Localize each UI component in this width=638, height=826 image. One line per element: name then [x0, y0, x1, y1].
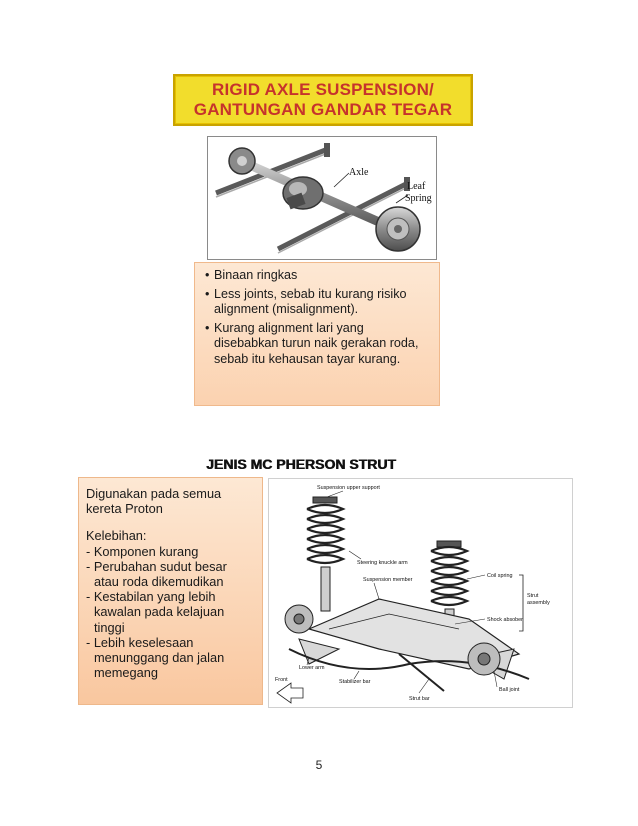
strut-line-11: menunggang dan jalan — [94, 650, 225, 666]
strut-line-7: - Kestabilan yang lebih — [86, 589, 216, 605]
point-3 — [205, 321, 431, 368]
label-coil-spring: Coil spring — [487, 573, 513, 579]
strut-line-1: Digunakan pada semua — [86, 486, 222, 501]
strut-line-4: - Komponen kurang — [86, 543, 199, 559]
label-lower-arm: Lower arm — [299, 665, 325, 671]
bullet-dot: • — [205, 320, 210, 335]
spring-label: Spring — [405, 193, 432, 204]
label-member: Suspension member — [363, 577, 413, 583]
leaf-label: Leaf — [407, 181, 426, 192]
label-strut-1: Strut — [527, 593, 539, 599]
point-1-text: Binaan ringkas — [214, 268, 298, 282]
strut-line-2: kereta Proton — [86, 501, 163, 517]
axle-label: Axle — [349, 167, 369, 178]
rigid-axle-drawing — [208, 137, 436, 259]
page-number: 5 — [315, 758, 323, 772]
label-stabilizer: Stabilizer bar — [339, 679, 371, 685]
strut-line-10: - Lebih keselesaan — [86, 634, 194, 650]
label-strut-bar: Strut bar — [409, 696, 430, 702]
point-2-text: Less joints, sebab itu kurang risiko alignment (misalignment). — [214, 286, 407, 317]
strut-drawing — [269, 479, 572, 707]
left-coil-spring — [307, 497, 343, 611]
strut-line-9: tinggi — [94, 619, 125, 635]
rigid-axle-image — [207, 136, 437, 260]
title-line-2: GANTUNGAN GANDAR TEGAR — [193, 100, 453, 119]
front-arrow-icon — [277, 683, 303, 703]
strut-line-6: atau roda dikemudikan — [94, 574, 224, 590]
strut-section-heading: JENIS MC PHERSON STRUT — [206, 456, 396, 472]
point-2 — [205, 287, 431, 318]
strut-line-5: - Perubahan sudut besar — [86, 558, 227, 574]
label-knuckle-arm: Steering knuckle arm — [357, 560, 408, 566]
label-strut-2: assembly — [527, 600, 550, 606]
strut-description-box — [78, 477, 263, 705]
point-3-text: Kurang alignment lari yang disebabkan turun naik gerakan roda, sebab itu kehausan tayar kurang. — [214, 320, 419, 366]
label-shock: Shock absober — [487, 617, 523, 623]
label-front: Front — [275, 677, 288, 683]
bullet-dot: • — [205, 286, 210, 301]
label-upper-support: Suspension upper support — [317, 485, 380, 491]
title-line-1: RIGID AXLE SUSPENSION/ — [212, 80, 434, 99]
rigid-axle-points — [194, 262, 440, 406]
mcpherson-strut-diagram — [268, 478, 573, 708]
strut-line-8: kawalan pada kelajuan — [94, 604, 225, 620]
title-banner — [173, 74, 473, 126]
strut-line-12: memegang — [94, 665, 159, 681]
label-ball-joint: Ball joint — [499, 687, 520, 693]
bullet-dot: • — [205, 268, 210, 282]
strut-line-3: Kelebihan: — [86, 528, 147, 544]
point-1 — [205, 268, 431, 284]
